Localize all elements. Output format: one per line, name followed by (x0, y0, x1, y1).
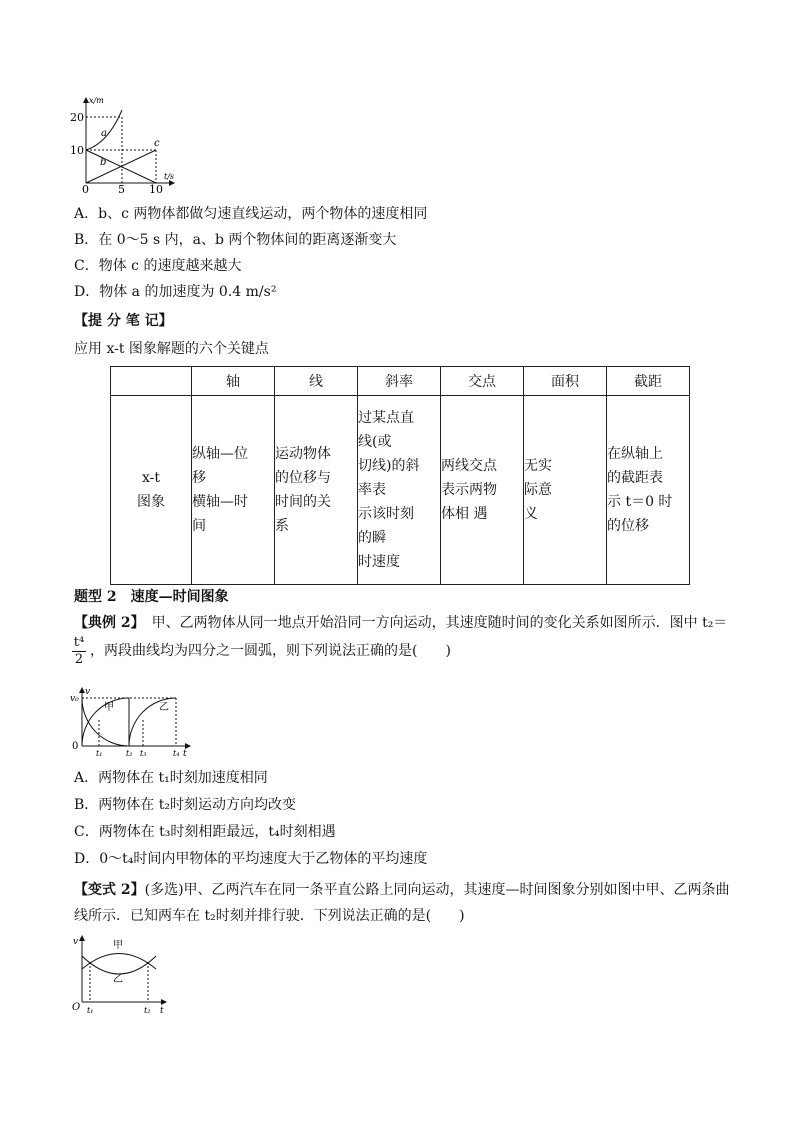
example-2-line1 (74, 614, 727, 632)
fraction-denominator: 2 (74, 652, 84, 667)
ex2-option-b: B．两物体在 t₂时刻运动方向均改变 (74, 797, 296, 813)
series-label-jia: 甲 (113, 940, 123, 951)
q1-option-c: C．物体 c 的速度越来越大 (74, 258, 242, 274)
tick-label: 0 (82, 183, 89, 195)
notes-title: 【提 分 笔 记】 (74, 313, 173, 329)
q1-option-d: D．物体 a 的加速度为 0.4 m/s² (74, 284, 277, 300)
example-2-text: 甲、乙两物体从同一地点开始沿同一方向运动，其速度随时间的变化关系如图所示．图中 t₂＝ (137, 615, 728, 631)
tick-label: t₂ (144, 1006, 151, 1015)
table-cell: 两线交点 表示两物 体相 遇 (441, 396, 524, 585)
tick-label: t₁ (96, 749, 103, 758)
table-header: 轴 (192, 367, 275, 396)
x-axis-label: t (160, 1006, 164, 1016)
curve-jia (82, 954, 156, 970)
series-label-jia: 甲 (104, 702, 114, 713)
tick-label: 5 (118, 183, 125, 195)
notes-intro: 应用 x-t 图象解题的六个关键点 (74, 341, 269, 357)
table-corner (111, 367, 192, 396)
x-axis-label: t (183, 749, 187, 758)
variant-2-text: (多选)甲、乙两汽车在同一条平直公路上同向运动，其速度—时间图象分别如图中甲、乙两条曲 (144, 882, 730, 898)
y-axis-label: x/m (89, 96, 104, 105)
table-header: 线 (275, 367, 358, 396)
series-label-b: b (100, 157, 107, 168)
section-title: 题型 2 速度—时间图象 (74, 589, 229, 605)
q1-option-b: B．在 0～5 s 内，a、b 两个物体间的距离逐渐变大 (74, 232, 397, 248)
table-cell: 纵轴—位 移 横轴—时 间 (192, 396, 275, 585)
origin-label: O (72, 1002, 81, 1013)
table-header: 面积 (524, 367, 607, 396)
tick-label: t₂ (126, 749, 133, 758)
y-axis-label: v (73, 937, 79, 947)
xt-graph (68, 95, 180, 195)
ex2-option-a: A．两物体在 t₁时刻加速度相同 (74, 770, 268, 786)
curve-yi (82, 956, 156, 974)
notes-table (110, 366, 690, 585)
tick-label: t₄ (173, 749, 180, 758)
ex2-option-c: C．两物体在 t₃时刻相距最远，t₄时刻相遇 (74, 824, 336, 840)
vt-graph-variant (70, 934, 170, 1016)
series-label-c: c (154, 138, 160, 149)
example-2-label: 【典例 2】 (74, 615, 138, 631)
fraction (72, 636, 86, 667)
origin-label: 0 (72, 741, 79, 752)
x-axis-label: t/s (164, 172, 175, 181)
table-cell: 在纵轴上 的截距表 示 t＝0 时 的位移 (607, 396, 690, 585)
table-cell: 过某点直 线(或 切线)的斜 率表 示该时刻 的瞬 时速度 (358, 396, 441, 585)
ex2-option-d: D．0～t₄时间内甲物体的平均速度大于乙物体的平均速度 (74, 851, 428, 867)
table-row-label: x-t 图象 (111, 396, 192, 585)
variant-2-label: 【变式 2】 (74, 882, 145, 898)
variant-2-line2: 线所示．已知两车在 t₂时刻并排行驶．下列说法正确的是( ) (74, 908, 465, 924)
fraction-numerator: t⁴ (73, 635, 85, 650)
series-label-yi: 乙 (159, 702, 169, 713)
variant-2-line1 (74, 881, 730, 899)
tick-label: t₁ (87, 1006, 94, 1015)
vt-graph-example (70, 686, 194, 758)
tick-label: t₃ (140, 749, 147, 758)
tick-label: 10 (70, 144, 84, 157)
example-2-line2: ，两段曲线均为四分之一圆弧，则下列说法正确的是( ) (90, 643, 451, 659)
tick-label: 10 (149, 183, 163, 195)
table-header: 交点 (441, 367, 524, 396)
y-axis-label: v (85, 687, 91, 697)
q1-option-a: A．b、c 两物体都做匀速直线运动，两个物体的速度相同 (74, 206, 428, 222)
series-label-a: a (101, 128, 107, 139)
table-header: 斜率 (358, 367, 441, 396)
series-label-yi: 乙 (113, 974, 123, 985)
table-header: 截距 (607, 367, 690, 396)
tick-label: 20 (70, 111, 84, 124)
table-cell: 无实 际意 义 (524, 396, 607, 585)
table-cell: 运动物体 的位移与 时间的关 系 (275, 396, 358, 585)
v0-label: v₀ (70, 694, 79, 704)
